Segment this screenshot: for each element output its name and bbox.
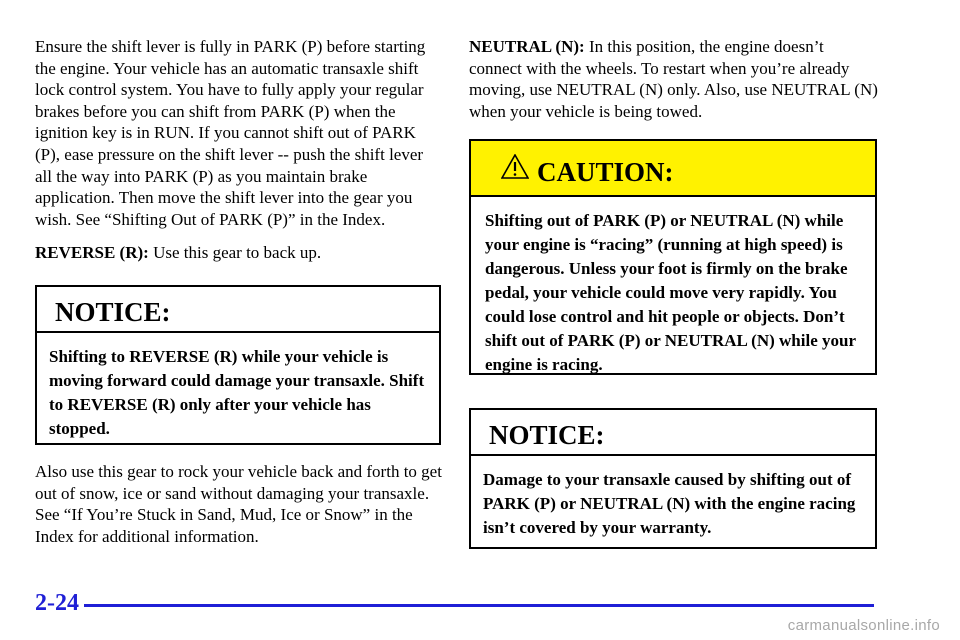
left-column: [35, 36, 443, 264]
watermark: carmanualsonline.info: [787, 617, 940, 634]
warning-triangle-icon: [501, 154, 529, 179]
shift-lock-paragraph: Ensure the shift lever is fully in PARK (P) before starting the engine. Your vehicle has an automatic transaxle shift lock control system. You have to fully apply your regular brakes before you can shift from PARK (P) when the ignition key is in RUN. If you cannot shift out of PARK (P), ease pressure on the shift lever -- push the shift lever all the way into PARK (P) as you maintain brake application. Then move the shift lever into the gear you wish. See “Shifting Out of PARK (P)” in the Index.: [35, 37, 426, 229]
reverse-term: REVERSE (R):: [35, 243, 149, 263]
caution-body: Shifting out of PARK (P) or NEUTRAL (N) while your engine is “racing” (running at high speed) is dangerous. Unless your foot is firmly on the brake pedal, your vehicle could move very rapidly. You could lose control and hit people or objects. Don’t shift out of PARK (P) or NEUTRAL (N) while your engine is racing.: [485, 211, 856, 374]
footer-rule: [84, 604, 874, 607]
neutral-description: In this position, the engine doesn’t connect with the wheels. To restart when you’re already moving, use NEUTRAL (N) only. Also, use NEUTRAL (N) when your vehicle is being towed.: [469, 37, 878, 121]
notice-body: Damage to your transaxle caused by shifting out of PARK (P) or NEUTRAL (N) with the engine racing isn’t covered by your warranty.: [483, 470, 856, 537]
notice-warranty-box: [469, 408, 877, 549]
notice-heading: NOTICE:: [471, 410, 875, 456]
caution-box: [469, 139, 877, 375]
left-column-lower: [35, 461, 443, 547]
caution-header: [471, 141, 875, 197]
page-number: 2-24: [35, 590, 79, 616]
notice-reverse-box: [35, 285, 441, 445]
reverse-paragraph: [35, 242, 443, 264]
right-column: [469, 36, 879, 122]
reverse-description: Use this gear to back up.: [148, 243, 322, 263]
rock-vehicle-paragraph: Also use this gear to rock your vehicle back and forth to get out of snow, ice or sand without damaging your transaxle. See “If You’re Stuck in Sand, Mud, Ice or Snow” in the Index for additional information.: [35, 462, 442, 546]
notice-heading: NOTICE:: [37, 287, 439, 333]
caution-heading: CAUTION:: [537, 157, 674, 187]
neutral-paragraph: [469, 36, 879, 122]
notice-body: Shifting to REVERSE (R) while your vehicle is moving forward could damage your transaxle. Shift to REVERSE (R) only after your vehicle has stopped.: [49, 347, 425, 438]
neutral-term: NEUTRAL (N):: [469, 37, 585, 56]
